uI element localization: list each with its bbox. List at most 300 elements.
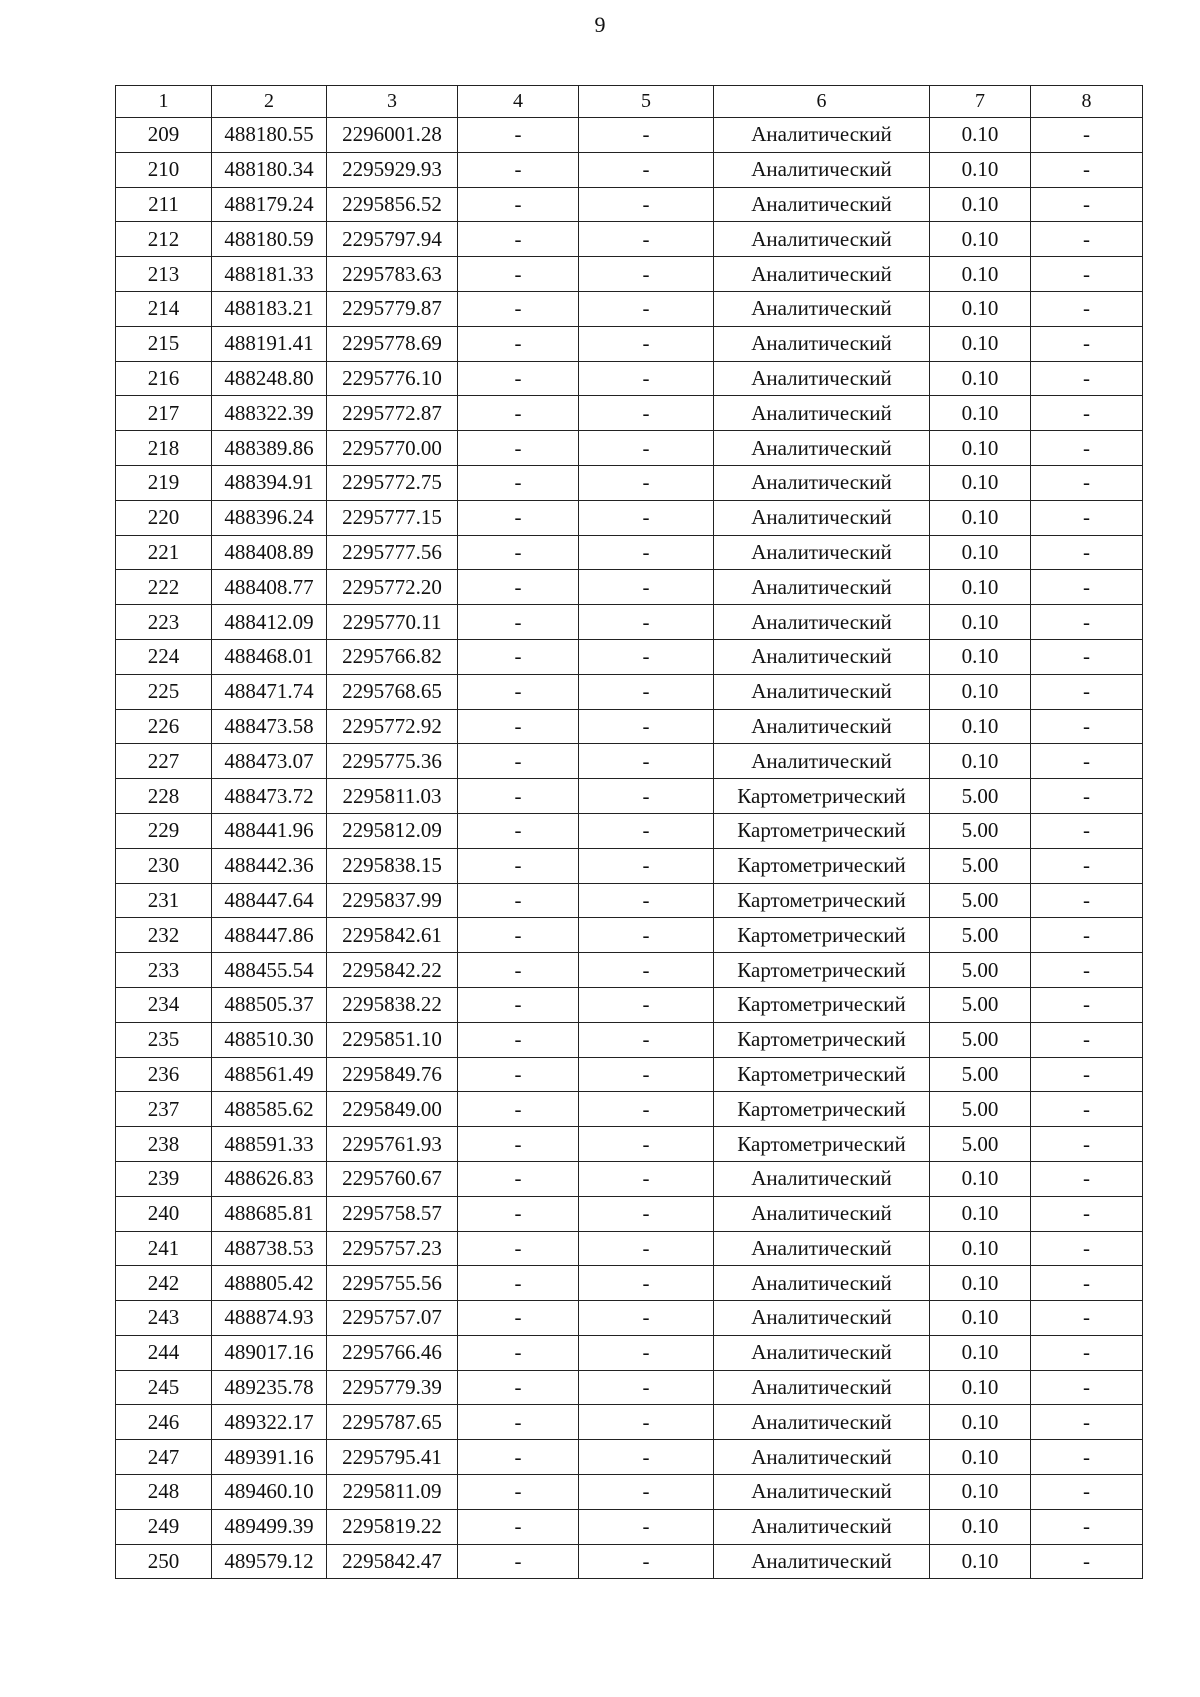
col-4-value: - (458, 1475, 579, 1510)
coord-y: 2295768.65 (327, 674, 458, 709)
table-row (116, 326, 1143, 361)
table-row (116, 918, 1143, 953)
accuracy: 5.00 (930, 953, 1031, 988)
table-row (116, 1022, 1143, 1057)
table-row (116, 605, 1143, 640)
point-number: 236 (116, 1057, 212, 1092)
coord-x: 488322.39 (212, 396, 327, 431)
table-row (116, 465, 1143, 500)
coord-x: 488396.24 (212, 500, 327, 535)
coord-x: 489579.12 (212, 1544, 327, 1579)
point-number: 219 (116, 465, 212, 500)
column-header-3: 3 (327, 86, 458, 118)
coord-y: 2295766.82 (327, 639, 458, 674)
accuracy: 0.10 (930, 1475, 1031, 1510)
coord-y: 2295777.56 (327, 535, 458, 570)
coord-y: 2295842.22 (327, 953, 458, 988)
coord-x: 488447.86 (212, 918, 327, 953)
col-5-value: - (579, 918, 714, 953)
point-number: 210 (116, 152, 212, 187)
col-4-value: - (458, 1127, 579, 1162)
col-4-value: - (458, 1057, 579, 1092)
accuracy: 0.10 (930, 187, 1031, 222)
col-5-value: - (579, 1266, 714, 1301)
accuracy: 0.10 (930, 326, 1031, 361)
coord-x: 489322.17 (212, 1405, 327, 1440)
col-4-value: - (458, 152, 579, 187)
col-8-value: - (1031, 431, 1143, 466)
table-row (116, 1509, 1143, 1544)
coord-x: 488441.96 (212, 813, 327, 848)
col-4-value: - (458, 465, 579, 500)
accuracy: 0.10 (930, 744, 1031, 779)
col-5-value: - (579, 1057, 714, 1092)
coord-x: 488180.55 (212, 118, 327, 153)
col-4-value: - (458, 883, 579, 918)
page-number: 9 (594, 12, 606, 37)
coord-x: 488183.21 (212, 291, 327, 326)
method: Аналитический (714, 1161, 930, 1196)
point-number: 244 (116, 1335, 212, 1370)
coordinates-table (115, 85, 1143, 1579)
column-header-7: 7 (930, 86, 1031, 118)
col-4-value: - (458, 744, 579, 779)
col-5-value: - (579, 257, 714, 292)
method: Аналитический (714, 535, 930, 570)
col-8-value: - (1031, 953, 1143, 988)
table-row (116, 431, 1143, 466)
table-row (116, 1161, 1143, 1196)
col-8-value: - (1031, 674, 1143, 709)
col-5-value: - (579, 1231, 714, 1266)
coord-x: 488505.37 (212, 987, 327, 1022)
accuracy: 5.00 (930, 813, 1031, 848)
col-4-value: - (458, 605, 579, 640)
col-4-value: - (458, 674, 579, 709)
col-5-value: - (579, 187, 714, 222)
coord-y: 2295778.69 (327, 326, 458, 361)
coord-y: 2296001.28 (327, 118, 458, 153)
coord-x: 488468.01 (212, 639, 327, 674)
coord-x: 488510.30 (212, 1022, 327, 1057)
point-number: 240 (116, 1196, 212, 1231)
table-row (116, 1544, 1143, 1579)
coord-x: 488473.72 (212, 779, 327, 814)
col-4-value: - (458, 1092, 579, 1127)
col-8-value: - (1031, 535, 1143, 570)
column-header-2: 2 (212, 86, 327, 118)
table-row (116, 1266, 1143, 1301)
col-8-value: - (1031, 813, 1143, 848)
method: Аналитический (714, 396, 930, 431)
col-8-value: - (1031, 848, 1143, 883)
point-number: 231 (116, 883, 212, 918)
coord-y: 2295770.00 (327, 431, 458, 466)
col-8-value: - (1031, 1161, 1143, 1196)
coord-y: 2295757.07 (327, 1301, 458, 1336)
col-8-value: - (1031, 779, 1143, 814)
method: Картометрический (714, 987, 930, 1022)
method: Аналитический (714, 1405, 930, 1440)
coord-y: 2295811.03 (327, 779, 458, 814)
point-number: 242 (116, 1266, 212, 1301)
col-5-value: - (579, 1440, 714, 1475)
coord-y: 2295856.52 (327, 187, 458, 222)
col-8-value: - (1031, 257, 1143, 292)
table-row (116, 535, 1143, 570)
method: Аналитический (714, 639, 930, 674)
method: Аналитический (714, 744, 930, 779)
method: Аналитический (714, 1370, 930, 1405)
method: Аналитический (714, 1440, 930, 1475)
table-row (116, 291, 1143, 326)
col-4-value: - (458, 639, 579, 674)
col-5-value: - (579, 326, 714, 361)
accuracy: 0.10 (930, 639, 1031, 674)
point-number: 239 (116, 1161, 212, 1196)
table-row (116, 813, 1143, 848)
coord-y: 2295838.22 (327, 987, 458, 1022)
method: Аналитический (714, 291, 930, 326)
accuracy: 0.10 (930, 1301, 1031, 1336)
point-number: 230 (116, 848, 212, 883)
coord-y: 2295797.94 (327, 222, 458, 257)
coord-x: 488442.36 (212, 848, 327, 883)
coord-x: 488180.59 (212, 222, 327, 257)
col-5-value: - (579, 674, 714, 709)
accuracy: 0.10 (930, 291, 1031, 326)
col-5-value: - (579, 291, 714, 326)
col-5-value: - (579, 744, 714, 779)
accuracy: 0.10 (930, 1161, 1031, 1196)
col-8-value: - (1031, 605, 1143, 640)
coord-y: 2295849.00 (327, 1092, 458, 1127)
col-4-value: - (458, 1509, 579, 1544)
coord-x: 488473.58 (212, 709, 327, 744)
method: Аналитический (714, 361, 930, 396)
col-8-value: - (1031, 1127, 1143, 1162)
col-4-value: - (458, 1266, 579, 1301)
point-number: 238 (116, 1127, 212, 1162)
column-header-4: 4 (458, 86, 579, 118)
coord-x: 489460.10 (212, 1475, 327, 1510)
coord-y: 2295761.93 (327, 1127, 458, 1162)
table-row (116, 953, 1143, 988)
table-row (116, 1057, 1143, 1092)
coord-y: 2295795.41 (327, 1440, 458, 1475)
point-number: 218 (116, 431, 212, 466)
point-number: 235 (116, 1022, 212, 1057)
method: Картометрический (714, 779, 930, 814)
col-4-value: - (458, 918, 579, 953)
col-5-value: - (579, 1335, 714, 1370)
coord-x: 488471.74 (212, 674, 327, 709)
accuracy: 0.10 (930, 152, 1031, 187)
col-8-value: - (1031, 1475, 1143, 1510)
table-row (116, 1440, 1143, 1475)
accuracy: 0.10 (930, 1266, 1031, 1301)
col-8-value: - (1031, 1266, 1143, 1301)
method: Аналитический (714, 187, 930, 222)
coord-y: 2295779.39 (327, 1370, 458, 1405)
col-5-value: - (579, 222, 714, 257)
point-number: 212 (116, 222, 212, 257)
col-8-value: - (1031, 500, 1143, 535)
col-4-value: - (458, 1231, 579, 1266)
coord-x: 488561.49 (212, 1057, 327, 1092)
col-5-value: - (579, 1161, 714, 1196)
point-number: 234 (116, 987, 212, 1022)
table-row (116, 187, 1143, 222)
coord-x: 488180.34 (212, 152, 327, 187)
method: Аналитический (714, 152, 930, 187)
coord-y: 2295772.20 (327, 570, 458, 605)
accuracy: 0.10 (930, 570, 1031, 605)
table-row (116, 257, 1143, 292)
table-row (116, 118, 1143, 153)
accuracy: 0.10 (930, 1509, 1031, 1544)
col-4-value: - (458, 187, 579, 222)
col-5-value: - (579, 883, 714, 918)
col-8-value: - (1031, 1440, 1143, 1475)
coord-y: 2295772.92 (327, 709, 458, 744)
accuracy: 0.10 (930, 222, 1031, 257)
coord-x: 488626.83 (212, 1161, 327, 1196)
accuracy: 0.10 (930, 118, 1031, 153)
accuracy: 0.10 (930, 465, 1031, 500)
method: Аналитический (714, 1266, 930, 1301)
coord-x: 489499.39 (212, 1509, 327, 1544)
table-row (116, 1370, 1143, 1405)
table-row (116, 1231, 1143, 1266)
col-4-value: - (458, 1405, 579, 1440)
coord-x: 488585.62 (212, 1092, 327, 1127)
accuracy: 0.10 (930, 1335, 1031, 1370)
col-4-value: - (458, 257, 579, 292)
coord-y: 2295772.87 (327, 396, 458, 431)
col-8-value: - (1031, 1196, 1143, 1231)
col-8-value: - (1031, 639, 1143, 674)
col-8-value: - (1031, 187, 1143, 222)
method: Аналитический (714, 570, 930, 605)
col-5-value: - (579, 1405, 714, 1440)
method: Аналитический (714, 465, 930, 500)
coord-x: 488394.91 (212, 465, 327, 500)
col-4-value: - (458, 1161, 579, 1196)
point-number: 237 (116, 1092, 212, 1127)
accuracy: 5.00 (930, 848, 1031, 883)
coord-x: 488389.86 (212, 431, 327, 466)
method: Аналитический (714, 1301, 930, 1336)
method: Аналитический (714, 605, 930, 640)
method: Картометрический (714, 1057, 930, 1092)
column-header-8: 8 (1031, 86, 1143, 118)
col-4-value: - (458, 1335, 579, 1370)
table-row (116, 1301, 1143, 1336)
method: Аналитический (714, 222, 930, 257)
header-row (116, 86, 1143, 118)
coord-x: 489017.16 (212, 1335, 327, 1370)
point-number: 211 (116, 187, 212, 222)
col-8-value: - (1031, 118, 1143, 153)
table-row (116, 1127, 1143, 1162)
coord-x: 488248.80 (212, 361, 327, 396)
col-8-value: - (1031, 291, 1143, 326)
method: Аналитический (714, 431, 930, 466)
coord-y: 2295777.15 (327, 500, 458, 535)
point-number: 215 (116, 326, 212, 361)
accuracy: 0.10 (930, 257, 1031, 292)
accuracy: 0.10 (930, 500, 1031, 535)
col-5-value: - (579, 1301, 714, 1336)
point-number: 213 (116, 257, 212, 292)
point-number: 209 (116, 118, 212, 153)
point-number: 223 (116, 605, 212, 640)
accuracy: 5.00 (930, 1092, 1031, 1127)
method: Аналитический (714, 1544, 930, 1579)
method: Картометрический (714, 883, 930, 918)
accuracy: 0.10 (930, 1440, 1031, 1475)
method: Аналитический (714, 500, 930, 535)
accuracy: 0.10 (930, 1196, 1031, 1231)
col-4-value: - (458, 326, 579, 361)
method: Картометрический (714, 1127, 930, 1162)
col-5-value: - (579, 361, 714, 396)
point-number: 245 (116, 1370, 212, 1405)
point-number: 233 (116, 953, 212, 988)
method: Аналитический (714, 1231, 930, 1266)
coord-y: 2295838.15 (327, 848, 458, 883)
accuracy: 5.00 (930, 987, 1031, 1022)
point-number: 227 (116, 744, 212, 779)
point-number: 247 (116, 1440, 212, 1475)
table-row (116, 222, 1143, 257)
col-8-value: - (1031, 1301, 1143, 1336)
point-number: 220 (116, 500, 212, 535)
table-row (116, 1475, 1143, 1510)
col-8-value: - (1031, 883, 1143, 918)
col-4-value: - (458, 118, 579, 153)
coord-y: 2295760.67 (327, 1161, 458, 1196)
method: Аналитический (714, 1475, 930, 1510)
accuracy: 0.10 (930, 1370, 1031, 1405)
col-4-value: - (458, 709, 579, 744)
col-8-value: - (1031, 744, 1143, 779)
coord-y: 2295766.46 (327, 1335, 458, 1370)
method: Аналитический (714, 118, 930, 153)
point-number: 221 (116, 535, 212, 570)
coord-x: 488447.64 (212, 883, 327, 918)
col-8-value: - (1031, 987, 1143, 1022)
column-header-6: 6 (714, 86, 930, 118)
col-5-value: - (579, 1196, 714, 1231)
method: Аналитический (714, 1509, 930, 1544)
coord-y: 2295819.22 (327, 1509, 458, 1544)
accuracy: 0.10 (930, 605, 1031, 640)
point-number: 224 (116, 639, 212, 674)
col-4-value: - (458, 1022, 579, 1057)
col-4-value: - (458, 1544, 579, 1579)
method: Картометрический (714, 953, 930, 988)
col-8-value: - (1031, 1231, 1143, 1266)
accuracy: 0.10 (930, 1231, 1031, 1266)
table-row (116, 779, 1143, 814)
point-number: 225 (116, 674, 212, 709)
accuracy: 5.00 (930, 1127, 1031, 1162)
point-number: 214 (116, 291, 212, 326)
col-8-value: - (1031, 1405, 1143, 1440)
col-5-value: - (579, 779, 714, 814)
method: Картометрический (714, 1092, 930, 1127)
col-5-value: - (579, 1475, 714, 1510)
point-number: 241 (116, 1231, 212, 1266)
col-8-value: - (1031, 222, 1143, 257)
coord-y: 2295837.99 (327, 883, 458, 918)
coord-x: 488412.09 (212, 605, 327, 640)
col-8-value: - (1031, 326, 1143, 361)
column-header-1: 1 (116, 86, 212, 118)
coord-y: 2295755.56 (327, 1266, 458, 1301)
coord-x: 488805.42 (212, 1266, 327, 1301)
col-5-value: - (579, 1370, 714, 1405)
coord-y: 2295842.61 (327, 918, 458, 953)
coord-x: 488738.53 (212, 1231, 327, 1266)
col-8-value: - (1031, 918, 1143, 953)
coord-x: 488191.41 (212, 326, 327, 361)
coord-x: 488473.07 (212, 744, 327, 779)
col-8-value: - (1031, 1057, 1143, 1092)
method: Картометрический (714, 918, 930, 953)
col-8-value: - (1031, 1022, 1143, 1057)
col-5-value: - (579, 500, 714, 535)
table-row (116, 570, 1143, 605)
accuracy: 0.10 (930, 1544, 1031, 1579)
col-4-value: - (458, 1301, 579, 1336)
point-number: 243 (116, 1301, 212, 1336)
col-5-value: - (579, 152, 714, 187)
accuracy: 5.00 (930, 1057, 1031, 1092)
coord-x: 488408.77 (212, 570, 327, 605)
table-row (116, 500, 1143, 535)
col-5-value: - (579, 118, 714, 153)
col-5-value: - (579, 535, 714, 570)
col-4-value: - (458, 291, 579, 326)
method: Аналитический (714, 326, 930, 361)
col-5-value: - (579, 848, 714, 883)
coord-y: 2295842.47 (327, 1544, 458, 1579)
col-5-value: - (579, 813, 714, 848)
col-5-value: - (579, 1544, 714, 1579)
table-row (116, 674, 1143, 709)
table-row (116, 1405, 1143, 1440)
col-8-value: - (1031, 709, 1143, 744)
col-5-value: - (579, 953, 714, 988)
point-number: 248 (116, 1475, 212, 1510)
method: Картометрический (714, 813, 930, 848)
method: Картометрический (714, 1022, 930, 1057)
coord-x: 489391.16 (212, 1440, 327, 1475)
coord-y: 2295849.76 (327, 1057, 458, 1092)
point-number: 228 (116, 779, 212, 814)
point-number: 216 (116, 361, 212, 396)
coord-x: 488181.33 (212, 257, 327, 292)
col-4-value: - (458, 222, 579, 257)
col-8-value: - (1031, 152, 1143, 187)
col-8-value: - (1031, 1370, 1143, 1405)
point-number: 232 (116, 918, 212, 953)
table-row (116, 1335, 1143, 1370)
method: Аналитический (714, 709, 930, 744)
